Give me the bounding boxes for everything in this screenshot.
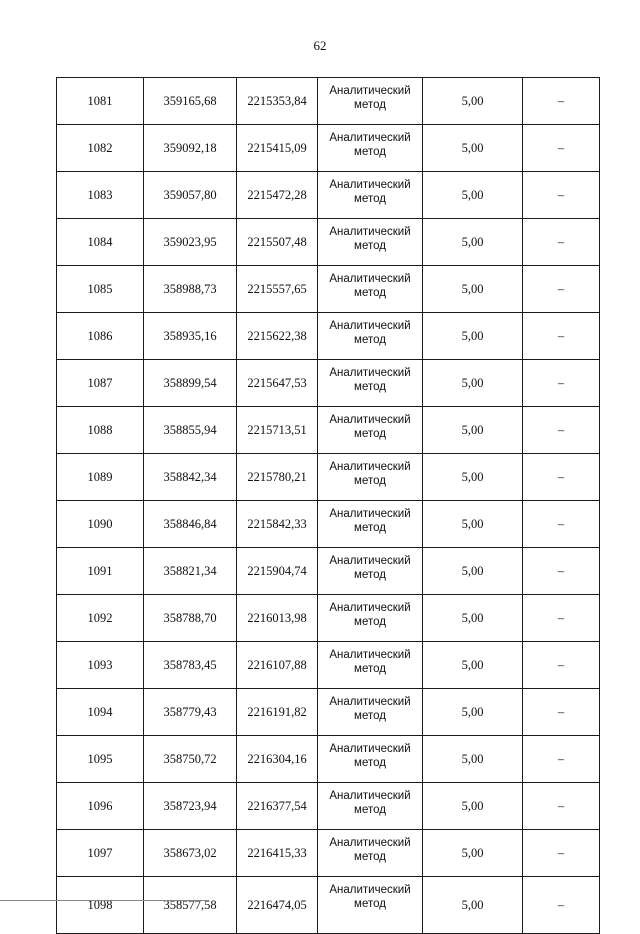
point-number-cell: 1086 (57, 313, 144, 360)
x-coordinate-cell: 358855,94 (144, 407, 237, 454)
y-coordinate-cell: 2215842,33 (237, 501, 318, 548)
method-label-line1: Аналитический (329, 414, 411, 426)
method-label-line1: Аналитический (329, 649, 411, 661)
method-label-line2: метод (354, 757, 386, 769)
method-label-line2: метод (354, 710, 386, 722)
point-number-cell: 1094 (57, 689, 144, 736)
method-cell (318, 407, 423, 454)
x-coordinate-cell: 358750,72 (144, 736, 237, 783)
y-coordinate-cell: 2215904,74 (237, 548, 318, 595)
accuracy-cell: 5,00 (423, 642, 523, 689)
table-row (57, 313, 600, 360)
table-row (57, 736, 600, 783)
accuracy-cell: 5,00 (423, 689, 523, 736)
y-coordinate-cell: 2215353,84 (237, 78, 318, 125)
method-label-line1: Аналитический (329, 320, 411, 332)
x-coordinate-cell: 358842,34 (144, 454, 237, 501)
point-number-cell: 1098 (57, 877, 144, 934)
y-coordinate-cell: 2215622,38 (237, 313, 318, 360)
method-label-line2: метод (354, 851, 386, 863)
accuracy-cell: 5,00 (423, 783, 523, 830)
table-row (57, 172, 600, 219)
note-cell: – (523, 736, 600, 783)
note-cell: – (523, 454, 600, 501)
method-cell (318, 172, 423, 219)
x-coordinate-cell: 359092,18 (144, 125, 237, 172)
note-cell: – (523, 548, 600, 595)
table-row (57, 125, 600, 172)
table-row (57, 877, 600, 934)
y-coordinate-cell: 2216377,54 (237, 783, 318, 830)
y-coordinate-cell: 2215647,53 (237, 360, 318, 407)
table-row (57, 360, 600, 407)
point-number-cell: 1085 (57, 266, 144, 313)
accuracy-cell: 5,00 (423, 360, 523, 407)
table-row (57, 78, 600, 125)
method-label-line2: метод (354, 475, 386, 487)
table-row (57, 219, 600, 266)
method-label-line1: Аналитический (329, 743, 411, 755)
y-coordinate-cell: 2216191,82 (237, 689, 318, 736)
accuracy-cell: 5,00 (423, 313, 523, 360)
note-cell: – (523, 266, 600, 313)
method-cell (318, 689, 423, 736)
note-cell: – (523, 501, 600, 548)
point-number-cell: 1095 (57, 736, 144, 783)
method-label-line2: метод (354, 522, 386, 534)
method-cell (318, 877, 423, 934)
method-cell (318, 313, 423, 360)
note-cell: – (523, 689, 600, 736)
point-number-cell: 1084 (57, 219, 144, 266)
point-number-cell: 1089 (57, 454, 144, 501)
accuracy-cell: 5,00 (423, 125, 523, 172)
note-cell: – (523, 642, 600, 689)
y-coordinate-cell: 2216304,16 (237, 736, 318, 783)
x-coordinate-cell: 359023,95 (144, 219, 237, 266)
note-cell: – (523, 172, 600, 219)
x-coordinate-cell: 358673,02 (144, 830, 237, 877)
table-row (57, 830, 600, 877)
x-coordinate-cell: 358783,45 (144, 642, 237, 689)
y-coordinate-cell: 2215507,48 (237, 219, 318, 266)
page-number: 62 (313, 38, 327, 53)
x-coordinate-cell: 358935,16 (144, 313, 237, 360)
accuracy-cell: 5,00 (423, 219, 523, 266)
method-label-line1: Аналитический (329, 790, 411, 802)
point-number-cell: 1081 (57, 78, 144, 125)
y-coordinate-cell: 2215557,65 (237, 266, 318, 313)
note-cell: – (523, 595, 600, 642)
accuracy-cell: 5,00 (423, 172, 523, 219)
method-cell (318, 595, 423, 642)
method-label-line1: Аналитический (329, 367, 411, 379)
method-label-line2: метод (354, 616, 386, 628)
accuracy-cell: 5,00 (423, 595, 523, 642)
x-coordinate-cell: 358779,43 (144, 689, 237, 736)
method-cell (318, 548, 423, 595)
method-label-line1: Аналитический (329, 696, 411, 708)
method-cell (318, 78, 423, 125)
method-cell (318, 501, 423, 548)
method-cell (318, 360, 423, 407)
method-label-line1: Аналитический (329, 132, 411, 144)
method-cell (318, 454, 423, 501)
accuracy-cell: 5,00 (423, 407, 523, 454)
y-coordinate-cell: 2216107,88 (237, 642, 318, 689)
table-row (57, 548, 600, 595)
method-label-line2: метод (354, 428, 386, 440)
method-label-line1: Аналитический (329, 85, 411, 97)
accuracy-cell: 5,00 (423, 266, 523, 313)
y-coordinate-cell: 2215472,28 (237, 172, 318, 219)
point-number-cell: 1091 (57, 548, 144, 595)
method-label-line2: метод (354, 99, 386, 111)
footer-rule (0, 900, 205, 901)
method-label-line2: метод (354, 663, 386, 675)
note-cell: – (523, 313, 600, 360)
method-label-line2: метод (354, 146, 386, 158)
x-coordinate-cell: 358988,73 (144, 266, 237, 313)
point-number-cell: 1088 (57, 407, 144, 454)
method-label-line2: метод (354, 381, 386, 393)
table-row (57, 642, 600, 689)
x-coordinate-cell: 358723,94 (144, 783, 237, 830)
x-coordinate-cell: 358577,58 (144, 877, 237, 934)
method-label-line2: метод (354, 898, 386, 910)
table-row (57, 454, 600, 501)
x-coordinate-cell: 359057,80 (144, 172, 237, 219)
point-number-cell: 1090 (57, 501, 144, 548)
note-cell: – (523, 78, 600, 125)
method-label-line2: метод (354, 193, 386, 205)
method-cell (318, 642, 423, 689)
table-row (57, 783, 600, 830)
method-cell (318, 219, 423, 266)
method-label-line1: Аналитический (329, 508, 411, 520)
note-cell: – (523, 360, 600, 407)
point-number-cell: 1097 (57, 830, 144, 877)
point-number-cell: 1083 (57, 172, 144, 219)
y-coordinate-cell: 2215713,51 (237, 407, 318, 454)
accuracy-cell: 5,00 (423, 78, 523, 125)
method-label-line1: Аналитический (329, 884, 411, 896)
coordinates-table-body (57, 78, 600, 934)
method-cell (318, 736, 423, 783)
method-label-line1: Аналитический (329, 602, 411, 614)
method-label-line1: Аналитический (329, 837, 411, 849)
method-label-line1: Аналитический (329, 461, 411, 473)
table-row (57, 501, 600, 548)
method-label-line2: метод (354, 804, 386, 816)
method-label-line1: Аналитический (329, 179, 411, 191)
y-coordinate-cell: 2216474,05 (237, 877, 318, 934)
method-cell (318, 125, 423, 172)
note-cell: – (523, 830, 600, 877)
note-cell: – (523, 877, 600, 934)
accuracy-cell: 5,00 (423, 501, 523, 548)
y-coordinate-cell: 2215780,21 (237, 454, 318, 501)
point-number-cell: 1082 (57, 125, 144, 172)
accuracy-cell: 5,00 (423, 548, 523, 595)
point-number-cell: 1092 (57, 595, 144, 642)
table-row (57, 689, 600, 736)
note-cell: – (523, 407, 600, 454)
accuracy-cell: 5,00 (423, 454, 523, 501)
coordinates-table (56, 77, 600, 934)
method-label-line2: метод (354, 569, 386, 581)
method-cell (318, 266, 423, 313)
method-label-line1: Аналитический (329, 273, 411, 285)
accuracy-cell: 5,00 (423, 877, 523, 934)
x-coordinate-cell: 358899,54 (144, 360, 237, 407)
method-cell (318, 783, 423, 830)
table-row (57, 407, 600, 454)
y-coordinate-cell: 2215415,09 (237, 125, 318, 172)
x-coordinate-cell: 358821,34 (144, 548, 237, 595)
accuracy-cell: 5,00 (423, 736, 523, 783)
note-cell: – (523, 783, 600, 830)
point-number-cell: 1087 (57, 360, 144, 407)
note-cell: – (523, 219, 600, 266)
method-label-line1: Аналитический (329, 226, 411, 238)
x-coordinate-cell: 359165,68 (144, 78, 237, 125)
note-cell: – (523, 125, 600, 172)
point-number-cell: 1093 (57, 642, 144, 689)
x-coordinate-cell: 358846,84 (144, 501, 237, 548)
x-coordinate-cell: 358788,70 (144, 595, 237, 642)
y-coordinate-cell: 2216013,98 (237, 595, 318, 642)
method-label-line2: метод (354, 334, 386, 346)
table-row (57, 595, 600, 642)
y-coordinate-cell: 2216415,33 (237, 830, 318, 877)
method-label-line2: метод (354, 240, 386, 252)
accuracy-cell: 5,00 (423, 830, 523, 877)
method-label-line1: Аналитический (329, 555, 411, 567)
point-number-cell: 1096 (57, 783, 144, 830)
table-row (57, 266, 600, 313)
method-label-line2: метод (354, 287, 386, 299)
method-cell (318, 830, 423, 877)
